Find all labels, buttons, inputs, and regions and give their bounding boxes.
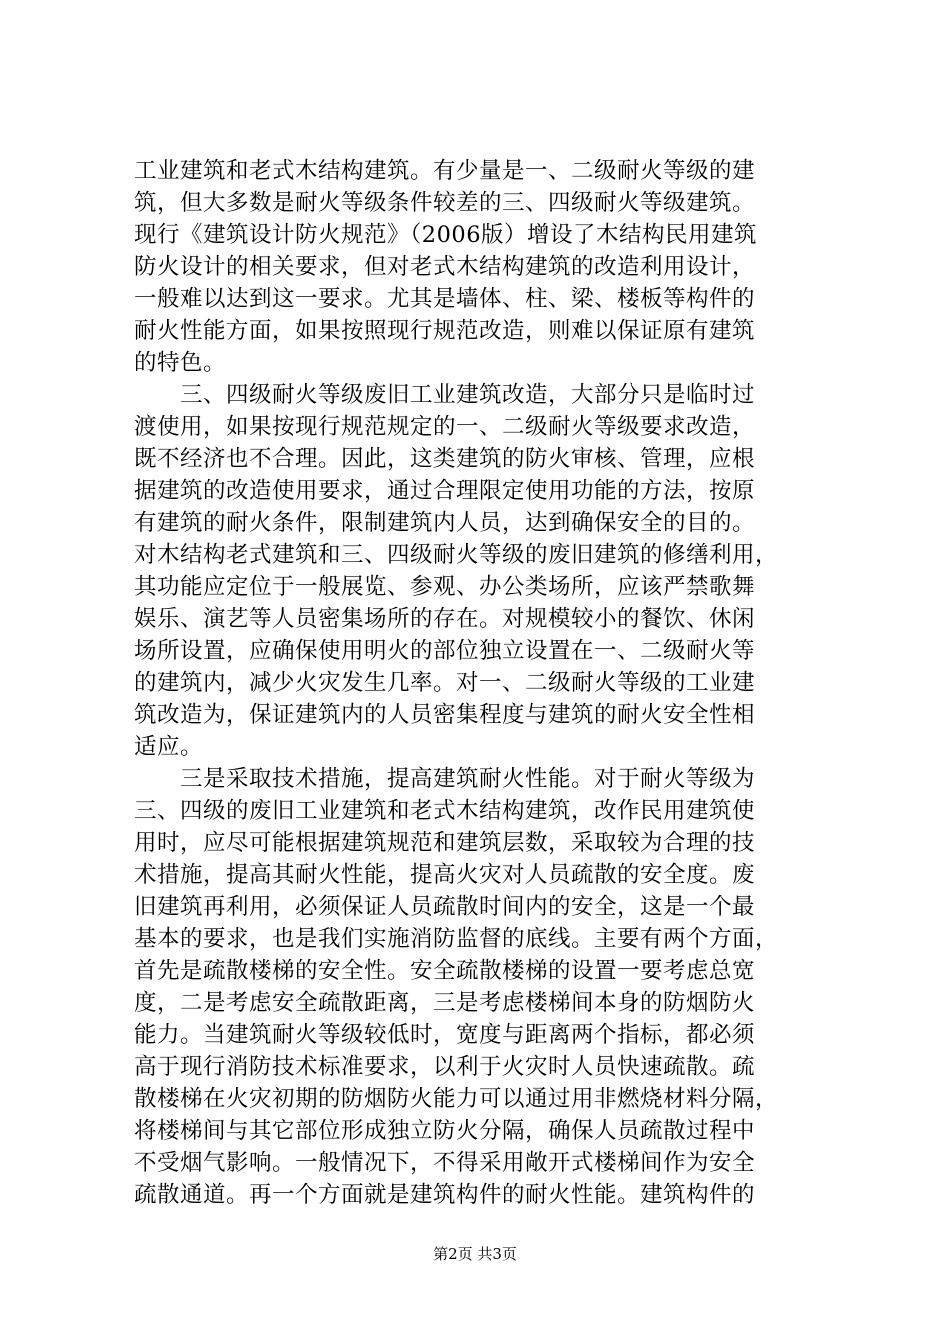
text-line: 工业建筑和老式木结构建筑。有少量是一、二级耐火等级的建 bbox=[134, 158, 756, 184]
document-body bbox=[134, 155, 822, 1211]
text-line: 的特色。 bbox=[134, 350, 227, 376]
text-line: 基本的要求，也是我们实施消防监督的底线。主要有两个方面， bbox=[134, 926, 779, 952]
text-line: 散楼梯在火灾初期的防烟防火能力可以通过用非燃烧材料分隔， bbox=[134, 1086, 779, 1112]
page-number: 第2页 共3页 bbox=[433, 1245, 517, 1263]
text-line: 渡使用，如果按现行规范规定的一、二级耐火等级要求改造， bbox=[134, 414, 756, 440]
text-line: 其功能应定位于一般展览、参观、办公类场所，应该严禁歌舞 bbox=[134, 574, 756, 600]
text-line: 用时，应尽可能根据建筑规范和建筑层数，采取较为合理的技 bbox=[134, 830, 756, 856]
text-line: 防火设计的相关要求，但对老式木结构建筑的改造利用设计， bbox=[134, 254, 756, 280]
text-line: 既不经济也不合理。因此，这类建筑的防火审核、管理，应根 bbox=[134, 446, 756, 472]
text-line: 一般难以达到这一要求。尤其是墙体、柱、梁、楼板等构件的 bbox=[134, 286, 756, 312]
page-footer bbox=[0, 1244, 950, 1264]
text-line: 筑，但大多数是耐火等级条件较差的三、四级耐火等级建筑。 bbox=[134, 190, 756, 216]
text-line: 对木结构老式建筑和三、四级耐火等级的废旧建筑的修缮利用， bbox=[134, 542, 779, 568]
text-line: 筑改造为，保证建筑内的人员密集程度与建筑的耐火安全性相 bbox=[134, 702, 756, 728]
text-line: 术措施，提高其耐火性能，提高火灾对人员疏散的安全度。废 bbox=[134, 862, 756, 888]
text-line: 现行《建筑设计防火规范》（2006版）增设了木结构民用建筑 bbox=[134, 222, 758, 248]
text-line: 场所设置，应确保使用明火的部位独立设置在一、二级耐火等 bbox=[134, 638, 756, 664]
text-line: 旧建筑再利用，必须保证人员疏散时间内的安全，这是一个最 bbox=[134, 894, 756, 920]
text-line: 三是采取技术措施，提高建筑耐火性能。对于耐火等级为 bbox=[134, 766, 756, 792]
text-line: 据建筑的改造使用要求，通过合理限定使用功能的方法，按原 bbox=[134, 478, 756, 504]
text-line: 三、四级的废旧工业建筑和老式木结构建筑，改作民用建筑使 bbox=[134, 798, 756, 824]
text-line: 疏散通道。再一个方面就是建筑构件的耐火性能。建筑构件的 bbox=[134, 1182, 756, 1208]
text-line: 娱乐、演艺等人员密集场所的存在。对规模较小的餐饮、休闲 bbox=[134, 606, 756, 632]
text-line: 不受烟气影响。一般情况下，不得采用敞开式楼梯间作为安全 bbox=[134, 1150, 756, 1176]
text-line: 能力。当建筑耐火等级较低时，宽度与距离两个指标，都必须 bbox=[134, 1022, 756, 1048]
text-line: 高于现行消防技术标准要求，以利于火灾时人员快速疏散。疏 bbox=[134, 1054, 756, 1080]
text-line: 适应。 bbox=[134, 734, 204, 760]
text-line: 度，二是考虑安全疏散距离，三是考虑楼梯间本身的防烟防火 bbox=[134, 990, 756, 1016]
text-line: 的建筑内，减少火灾发生几率。对一、二级耐火等级的工业建 bbox=[134, 670, 756, 696]
text-line: 首先是疏散楼梯的安全性。安全疏散楼梯的设置一要考虑总宽 bbox=[134, 958, 756, 984]
text-line: 耐火性能方面，如果按照现行规范改造，则难以保证原有建筑 bbox=[134, 318, 756, 344]
text-line: 三、四级耐火等级废旧工业建筑改造，大部分只是临时过 bbox=[134, 382, 756, 408]
text-line: 将楼梯间与其它部位形成独立防火分隔，确保人员疏散过程中 bbox=[134, 1118, 756, 1144]
text-line: 有建筑的耐火条件，限制建筑内人员，达到确保安全的目的。 bbox=[134, 510, 756, 536]
